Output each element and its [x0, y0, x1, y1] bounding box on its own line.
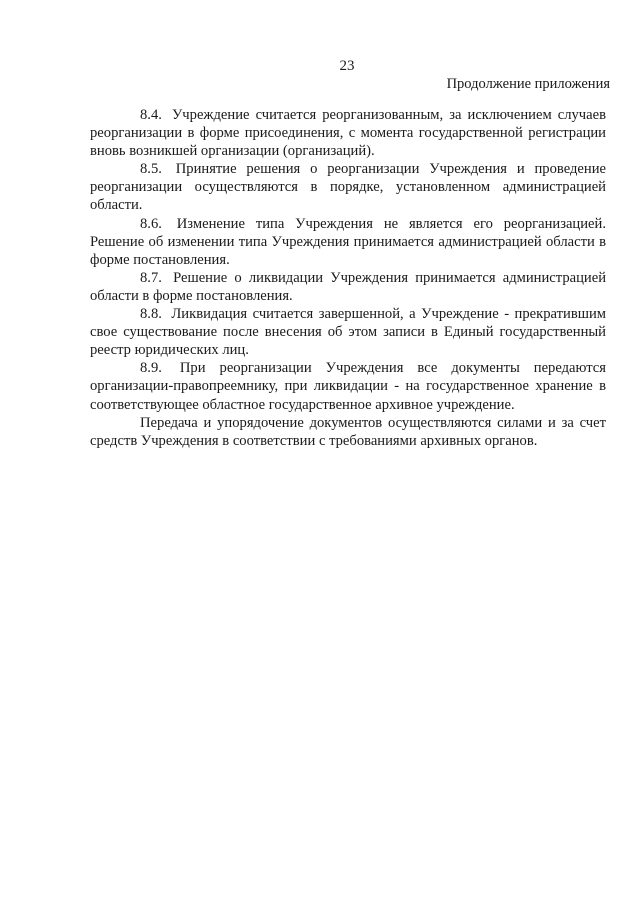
paragraph-text: Принятие решения о реорганизации Учреждения и проведение реорганизации осуществляются в порядке, установленном администрацией области. — [90, 161, 606, 214]
paragraph-8-7 — [90, 269, 606, 305]
paragraph-8-9 — [90, 359, 606, 413]
paragraph-number: 8.9. — [140, 360, 162, 377]
paragraph-number: 8.5. — [140, 161, 162, 178]
paragraph-8-4 — [90, 106, 606, 160]
page-number: 23 — [339, 58, 355, 74]
paragraph-text: Изменение типа Учреждения не является его реорганизацией. Решение об изменении типа Учреждения принимается администрацией области в форме постановления. — [90, 215, 606, 268]
paragraph-document-transfer — [90, 414, 606, 450]
paragraph-8-6 — [90, 215, 606, 269]
paragraph-number: 8.4. — [140, 107, 162, 123]
paragraph-text: Ликвидация считается завершенной, а Учреждение - прекратившим свое существование после внесения об этом записи в Единый государственный реестр юридических лиц. — [90, 306, 606, 359]
paragraph-number: 8.6. — [140, 215, 162, 232]
document-body — [90, 106, 606, 450]
paragraph-8-5 — [90, 160, 606, 214]
paragraph-text: Передача и упорядочение документов осуществляются силами и за счет средств Учреждения в соответствии с требованиями архивных органов. — [90, 414, 606, 449]
paragraph-text: Решение о ликвидации Учреждения принимается администрацией области в форме постановления. — [90, 269, 607, 304]
paragraph-number: 8.7. — [140, 269, 162, 286]
paragraph-8-8 — [90, 305, 606, 359]
appendix-continuation-note: Продолжение приложения — [446, 76, 610, 92]
paragraph-text: При реорганизации Учреждения все документы передаются организации-правопреемнику, при ликвидации - на государственное хранение в соответствующее областное государственное архивное учреждение. — [90, 360, 606, 413]
paragraph-number: 8.8. — [140, 306, 162, 323]
paragraph-text: Учреждение считается реорганизованным, за исключением случаев реорганизации в форме присоединения, с момента государственной регистрации вновь возникшей организации (организаций). — [90, 107, 606, 160]
